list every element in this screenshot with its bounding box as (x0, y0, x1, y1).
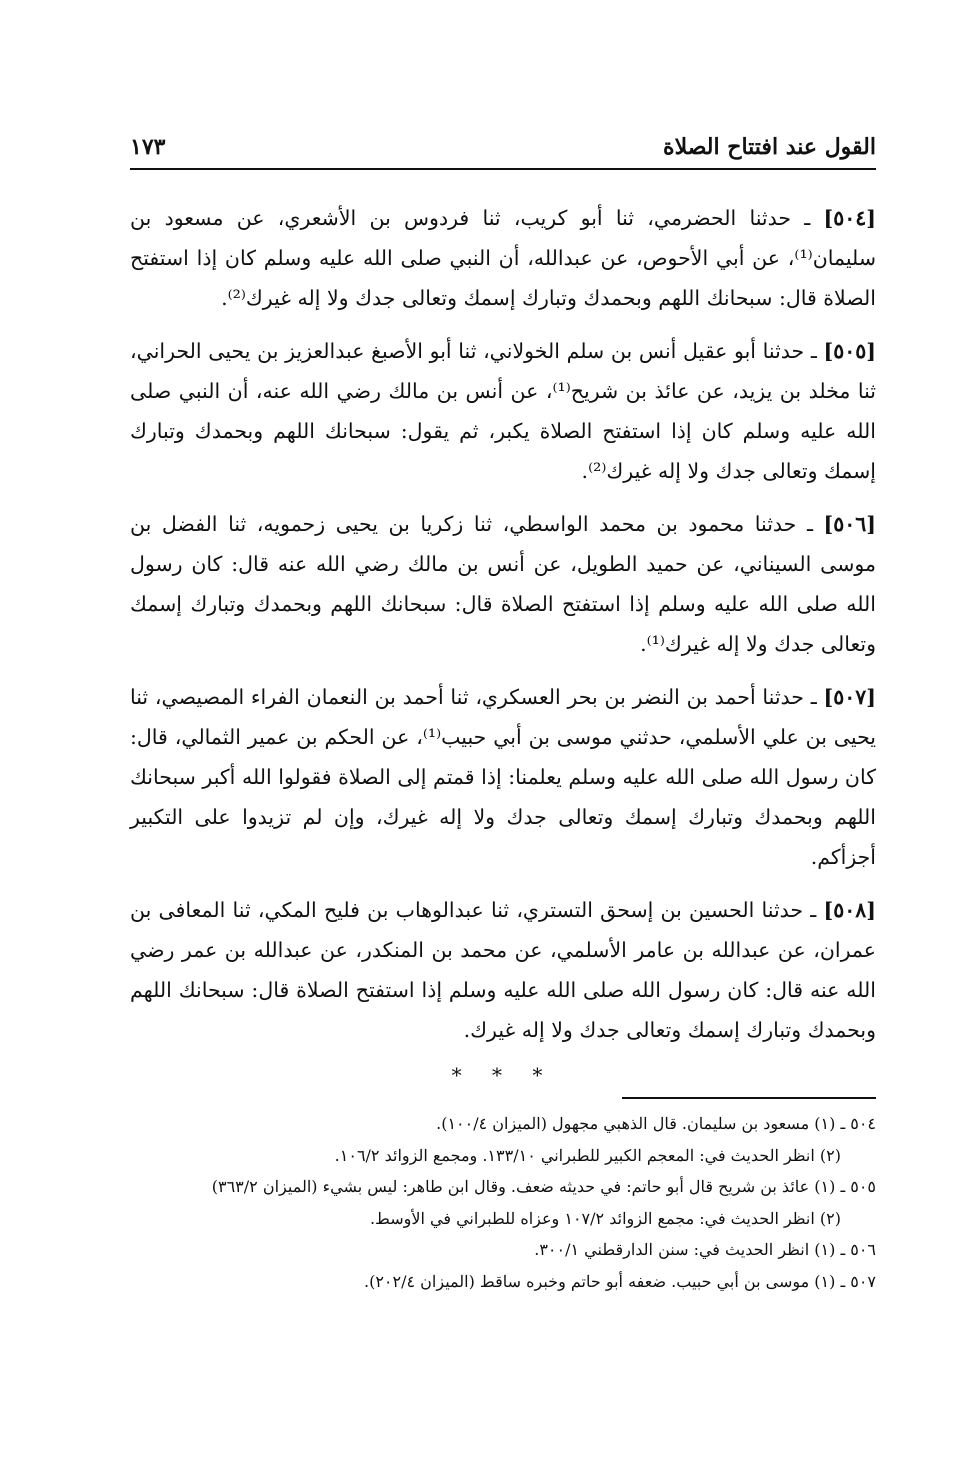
hadith-number: [٥٠٤] (823, 206, 876, 230)
hadith-text: ـ حدثنا أبو عقيل أنس بن سلم الخولاني، ثنا أبو الأصبغ عبدالعزيز بن يحيى الحراني، ثنا مخلد بن يزيد، عن عائذ بن شريح⁽¹⁾، عن أنس بن مالك رضي الله عنه، أن النبي صلى الله عليه وسلم كان إذا استفتح الصلاة يكبر، ثم يقول: سبحانك اللهم وبحمدك وتبارك إسمك وتعالى جدك ولا إله غيرك⁽²⁾. (130, 339, 876, 483)
hadith-number: [٥٠٦] (823, 512, 876, 536)
hadith-number: [٥٠٨] (823, 898, 876, 922)
hadith-number: [٥٠٧] (823, 685, 876, 709)
footnote: ٥٠٤ ـ (١) مسعود بن سليمان. قال الذهبي مجهول (الميزان ١٠٠/٤). (436, 1114, 876, 1133)
hadith-text: ـ حدثنا الحضرمي، ثنا أبو كريب، ثنا فردوس بن الأشعري، عن مسعود بن سليمان⁽¹⁾، عن أبي الأحوص، عن عبدالله، أن النبي صلى الله عليه وسلم كان إذا استفتح الصلاة قال: سبحانك اللهم وبحمدك وتبارك إسمك وتعالى جدك ولا إله غيرك⁽²⁾. (130, 206, 876, 310)
footnote: ٥٠٧ ـ (١) موسى بن أبي حبيب. ضعفه أبو حاتم وخبره ساقط (الميزان ٢٠٢/٤). (364, 1271, 876, 1291)
hadith-paragraph (130, 677, 876, 877)
hadith-text: ـ حدثنا الحسين بن إسحق التستري، ثنا عبدالوهاب بن فليح المكي، ثنا المعافى بن عمران، عن عبدالله بن عامر الأسلمي، عن محمد بن المنكدر، عن عبدالله بن عمر رضي الله عنه قال: كان رسول الله صلى الله عليه وسلم إذا استفتح الصلاة قال: سبحانك اللهم وبحمدك وتبارك إسمك وتعالى جدك ولا إله غيرك. (130, 898, 876, 1042)
hadith-text: ـ حدثنا أحمد بن النضر بن بحر العسكري، ثنا أحمد بن النعمان الفراء المصيصي، ثنا يحيى بن علي الأسلمي، حدثني موسى بن أبي حبيب⁽¹⁾، عن الحكم بن عمير الثمالي، قال: كان رسول الله صلى الله عليه وسلم يعلمنا: إذا قمتم إلى الصلاة فقولوا الله أكبر سبحانك اللهم وبحمدك وتبارك إسمك وتعالى جدك ولا إله غيرك، وإن لم تزيدوا على التكبير أجزأكم. (130, 685, 877, 869)
hadith-paragraph (130, 198, 876, 318)
running-title: القول عند افتتاح الصلاة (663, 134, 876, 160)
hadith-paragraph (130, 504, 876, 664)
footnotes (130, 1108, 876, 1297)
hadith-paragraph (130, 890, 876, 1050)
section-separator: * * * (451, 1063, 555, 1087)
page-number: ١٧٣ (130, 134, 166, 160)
hadith-paragraph (130, 331, 876, 491)
footnote-divider (622, 1097, 876, 1099)
footnote: ٥٠٦ ـ (١) انظر الحديث في: سنن الدارقطني ٣٠٠/١. (534, 1240, 876, 1259)
main-text (130, 198, 876, 1087)
footnote: ٥٠٥ ـ (١) عائذ بن شريح قال أبو حاتم: في حديثه ضعف. وقال ابن طاهر: ليس بشيء (الميزان ٣٦٣/٢) (211, 1177, 876, 1196)
hadith-text: ـ حدثنا محمود بن محمد الواسطي، ثنا زكريا بن يحيى زحمويه، ثنا الفضل بن موسى السيناني، عن حميد الطويل، عن أنس بن مالك رضي الله عنه قال: كان رسول الله صلى الله عليه وسلم إذا استفتح الصلاة قال: سبحانك اللهم وبحمدك وتبارك إسمك وتعالى جدك ولا إله غيرك⁽¹⁾. (130, 512, 876, 656)
book-page (130, 0, 876, 1478)
hadith-number: [٥٠٥] (823, 339, 876, 363)
running-header (130, 128, 876, 170)
footnote: (٢) انظر الحديث في: مجمع الزوائد ١٠٧/٢ وعزاه للطبراني في الأوسط. (369, 1208, 841, 1228)
footnote: (٢) انظر الحديث في: المعجم الكبير للطبراني ١٣٣/١٠. ومجمع الزوائد ١٠٦/٢. (334, 1145, 841, 1165)
